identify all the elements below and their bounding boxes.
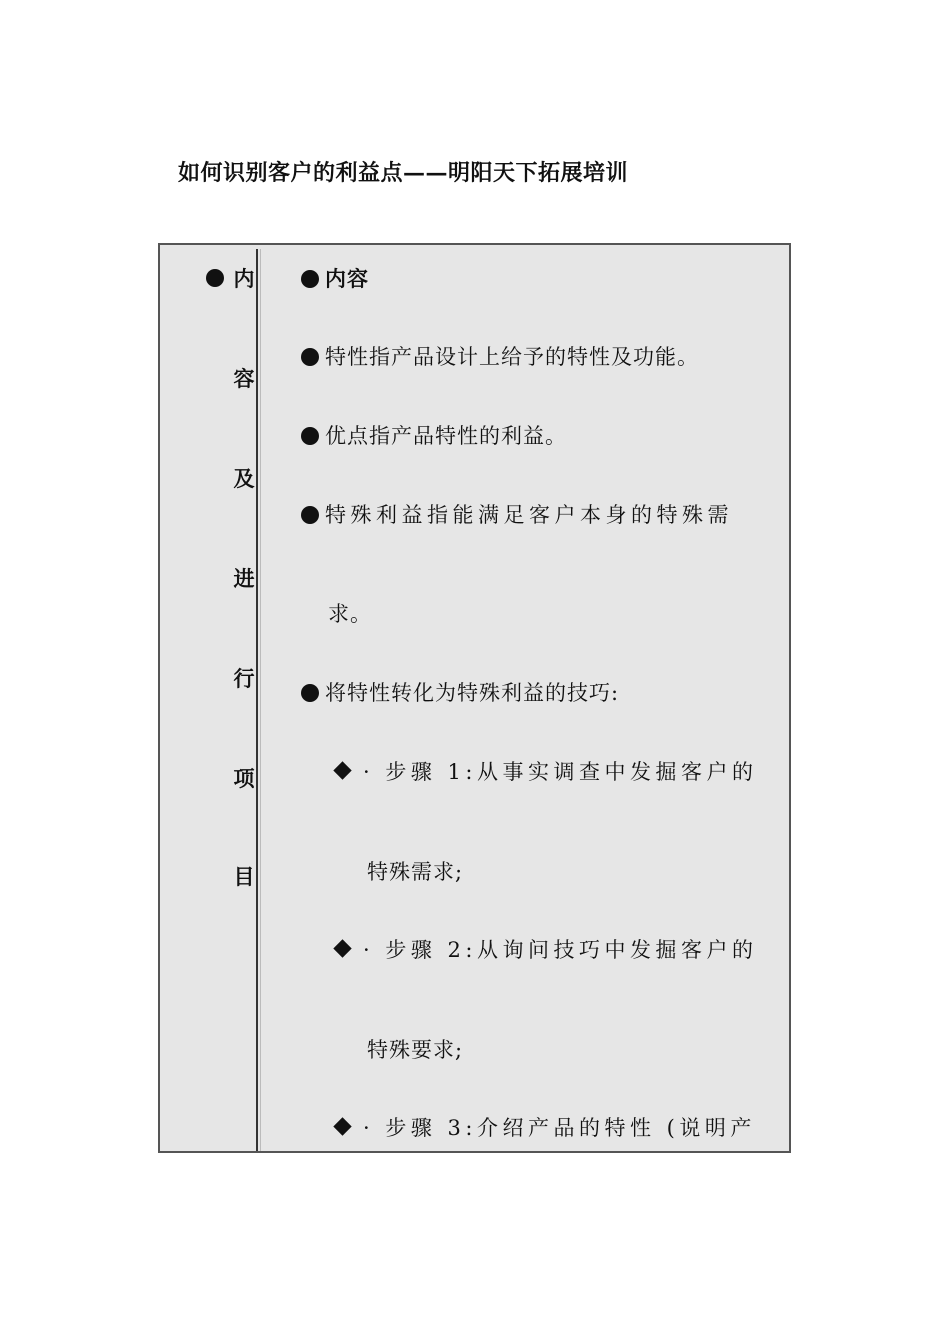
step-2 (332, 934, 757, 964)
bullet-icon (301, 506, 319, 524)
column-divider-shadow (260, 249, 261, 1151)
bullet-icon (301, 270, 319, 288)
left-col-char: 项 (233, 766, 255, 791)
step-3 (332, 1112, 756, 1142)
step-text: · 步骤 2:从询问技巧中发掘客户的 (363, 938, 758, 962)
left-col-char: 内 (233, 266, 255, 291)
content-heading (301, 263, 369, 293)
paragraph-features (301, 341, 699, 371)
step-1 (332, 756, 757, 786)
heading-text: 内容 (325, 266, 369, 291)
paragraph-text: 特性指产品设计上给予的特性及功能。 (325, 345, 699, 369)
left-col-char: 进 (233, 566, 255, 591)
paragraph-techniques (301, 677, 619, 707)
diamond-bullet-icon (333, 939, 351, 957)
step-text: · 步骤 1:从事实调查中发掘客户的 (363, 760, 758, 784)
paragraph-special-benefits (301, 499, 733, 529)
paragraph-special-benefits-cont: 求。 (328, 602, 372, 626)
paragraph-text: 将特性转化为特殊利益的技巧: (325, 681, 620, 705)
left-column (160, 245, 256, 1151)
content-table (158, 243, 791, 1153)
bullet-icon (301, 348, 319, 366)
step-2-cont: 特殊要求; (367, 1038, 464, 1062)
step-1-cont: 特殊需求; (367, 860, 464, 884)
bullet-icon (301, 684, 319, 702)
document-title: 如何识别客户的利益点——明阳天下拓展培训 (178, 160, 629, 186)
diamond-bullet-icon (333, 761, 351, 779)
column-divider (256, 249, 258, 1151)
step-text: · 步骤 3:介绍产品的特性 (说明产 (363, 1116, 756, 1140)
paragraph-text: 特殊利益指能满足客户本身的特殊需 (325, 503, 733, 527)
bullet-icon (301, 427, 319, 445)
paragraph-text: 优点指产品特性的利益。 (325, 424, 567, 448)
diamond-bullet-icon (333, 1117, 351, 1135)
left-col-char: 行 (233, 666, 255, 691)
left-col-char: 及 (233, 466, 255, 491)
paragraph-advantages (301, 420, 567, 450)
left-col-char: 容 (233, 366, 255, 391)
bullet-icon (206, 269, 224, 287)
left-col-char: 目 (233, 864, 255, 889)
